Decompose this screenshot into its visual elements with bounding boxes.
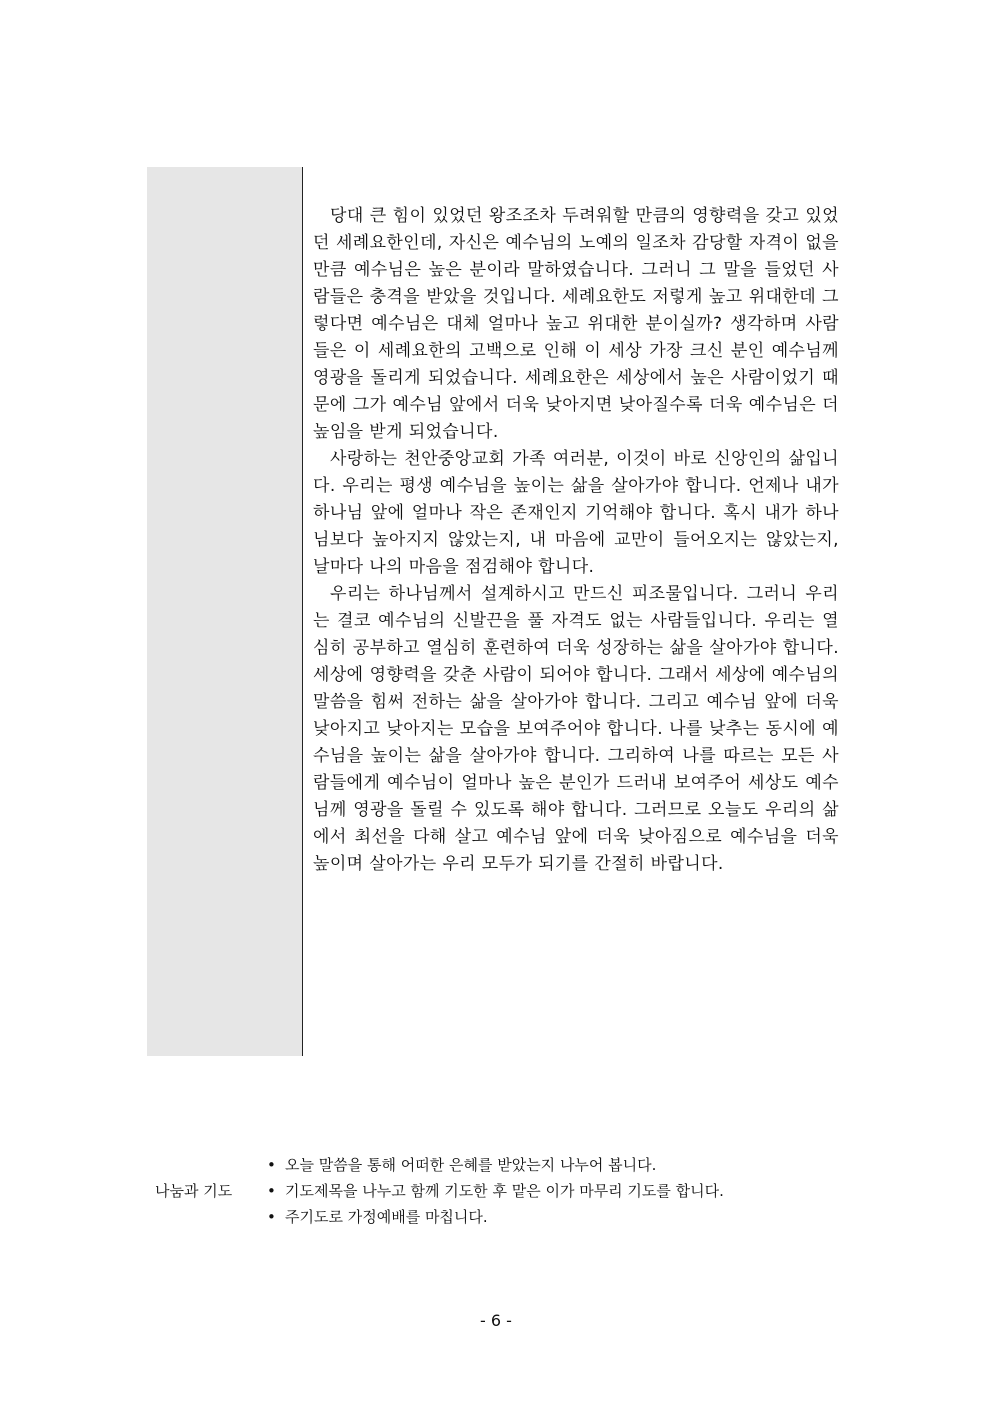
sermon-paragraph-1: 당대 큰 힘이 있었던 왕조조차 두려워할 만큼의 영향력을 갖고 있었던 세례요한인데, 자신은 예수님의 노예의 일조차 감당할 자격이 없을 만큼 예수님은 높은 분이라 말하였습니다. 그러니 그 말을 들었던 사람들은 충격을 받았을 것입니다. 세례요한도 저렇게 높고 위대한데 그렇다면 예수님은 대체 얼마나 높고 위대한 분이실까? 생각하며 사람들은 이 세례요한의 고백으로 인해 이 세상 가장 크신 분인 예수님께 영광을 돌리게 되었습니다. 세례요한은 세상에서 높은 사람이었기 때문에 그가 예수님 앞에서 더욱 낮아지면 낮아질수록 더욱 예수님은 더 높임을 받게 되었습니다. bbox=[313, 206, 839, 442]
margin-shade-column bbox=[147, 167, 302, 1056]
sharing-label: 나눔과 기도 bbox=[155, 1182, 233, 1200]
list-item-text: 기도제목을 나누고 함께 기도한 후 맡은 이가 마무리 기도를 합니다. bbox=[285, 1182, 724, 1200]
sermon-paragraph-3: 우리는 하나님께서 설계하시고 만드신 피조물입니다. 그러니 우리는 결코 예수님의 신발끈을 풀 자격도 없는 사람들입니다. 우리는 열심히 공부하고 열심히 훈련하여 더욱 성장하는 삶을 살아가야 합니다. 세상에 영향력을 갖춘 사람이 되어야 합니다. 그래서 세상에 예수님의 말씀을 힘써 전하는 삶을 살아가야 합니다. 그리고 예수님 앞에 더욱 낮아지고 낮아지는 모습을 보여주어야 합니다. 나를 낮추는 동시에 예수님을 높이는 삶을 살아가야 합니다. 그리하여 나를 따르는 모든 사람들에게 예수님이 얼마나 높은 분인가 드러내 보여주어 세상도 예수님께 영광을 돌릴 수 있도록 해야 합니다. 그러므로 오늘도 우리의 삶에서 최선을 다해 살고 예수님 앞에 더욱 낮아짐으로 예수님을 더욱 높이며 살아가는 우리 모두가 되기를 간절히 바랍니다. bbox=[313, 584, 839, 874]
list-item bbox=[267, 1152, 867, 1178]
vertical-divider bbox=[302, 167, 303, 1056]
bullet-icon: • bbox=[267, 1182, 276, 1200]
sharing-list bbox=[267, 1152, 867, 1230]
sermon-paragraph-2: 사랑하는 천안중앙교회 가족 여러분, 이것이 바로 신앙인의 삶입니다. 우리는 평생 예수님을 높이는 삶을 살아가야 합니다. 언제나 내가 하나님 앞에 얼마나 작은 존재인지 기억해야 합니다. 혹시 내가 하나님보다 높아지지 않았는지, 내 마음에 교만이 들어오지는 않았는지, 날마다 나의 마음을 점검해야 합니다. bbox=[313, 449, 839, 577]
list-item bbox=[267, 1204, 867, 1230]
bullet-icon: • bbox=[267, 1208, 276, 1226]
page-number: - 6 - bbox=[480, 1311, 512, 1330]
list-item-text: 주기도로 가정예배를 마칩니다. bbox=[285, 1208, 488, 1226]
list-item-text: 오늘 말씀을 통해 어떠한 은혜를 받았는지 나누어 봅니다. bbox=[285, 1156, 657, 1174]
bullet-icon: • bbox=[267, 1156, 276, 1174]
list-item bbox=[267, 1178, 867, 1204]
sermon-body bbox=[313, 203, 839, 878]
